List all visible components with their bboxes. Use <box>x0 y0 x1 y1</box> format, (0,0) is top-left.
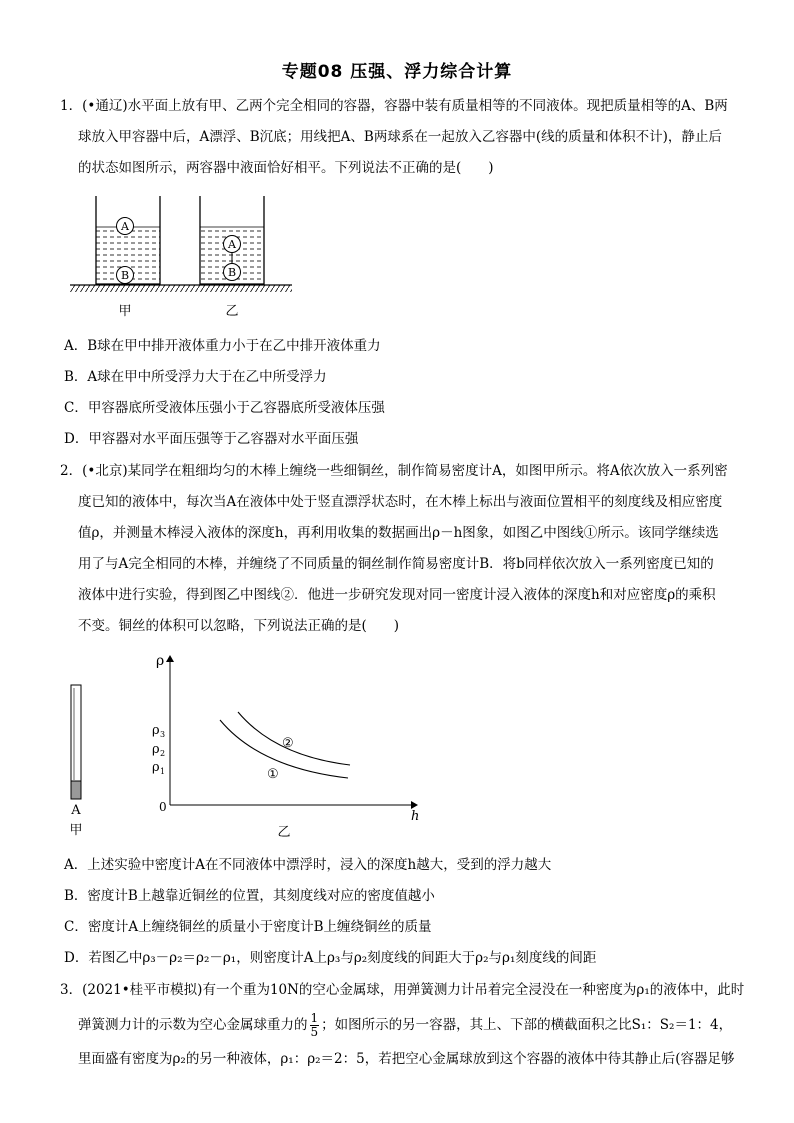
q2-line-5: 液体中进行实验，得到图乙中图线②．他进一步研究发现对同一密度计浸入液体的深度h和对应密度ρ的乘积 <box>78 587 716 603</box>
q2-line-3: 值ρ，并测量木棒浸入液体的深度h，再利用收集的数据画出ρ－h图象，如图乙中图线①所示。该同学继续选 <box>78 525 719 541</box>
svg-text:3: 3 <box>160 730 166 739</box>
curve-1-label: ① <box>267 767 279 782</box>
svg-text:ρ: ρ <box>152 760 160 775</box>
q2-line-6: 不变。铜丝的体积可以忽略，下列说法正确的是( ) <box>78 618 400 634</box>
fraction-one-fifth: $\frac{1}{5}$ <box>310 1011 319 1039</box>
curve-2 <box>238 712 350 765</box>
q3-line-2-post: ；如图所示的另一容器，其上、下部的横截面积之比S₁：S₂＝1：4， <box>321 1017 733 1033</box>
y-axis-label: ρ <box>156 653 165 669</box>
ground <box>70 285 292 292</box>
q1-line-3: 的状态如图所示，两容器中液面恰好相平。下列说法不正确的是( ) <box>78 160 494 176</box>
q2-option-c: C．密度计A上缠绕铜丝的质量小于密度计B上缠绕铜丝的质量 <box>64 919 432 935</box>
page-title: 专题08 压强、浮力综合计算 <box>281 62 513 82</box>
q1-line-1: 1．(•通辽)水平面上放有甲、乙两个完全相同的容器，容器中装有质量相等的不同液体。现把质量相等的A、B两 <box>60 98 728 114</box>
tick-rho1 <box>152 760 165 776</box>
q1-line-2: 球放入甲容器中后，A漂浮、B沉底；用线把A、B两球系在一起放入乙容器中(线的质量和体积不计)，静止后 <box>78 129 722 145</box>
copper-wire <box>71 781 81 799</box>
x-axis-label: h <box>411 809 420 824</box>
q2-line-2: 度已知的液体中，每次当A在液体中处于竖直漂浮状态时，在木棒上标出与液面位置相平的刻度线及相应密度 <box>78 494 723 510</box>
ball-a-yi <box>224 236 241 253</box>
q2-line-4: 用了与A完全相同的木棒，并缠绕了不同质量的铜丝制作简易密度计B．将b同样依次放入一系列密度已知的 <box>78 556 714 572</box>
ball-a-jia <box>117 218 134 235</box>
q2-line-1: 2．(•北京)某同学在粗细均匀的木棒上缠绕一些细铜丝，制作简易密度计A，如图甲所示。将A依次放入一系列密 <box>60 463 728 479</box>
q1-option-b: B．A球在甲中所受浮力大于在乙中所受浮力 <box>64 369 327 385</box>
ball-b-jia <box>117 267 134 284</box>
svg-text:A: A <box>121 220 129 233</box>
origin-label: 0 <box>159 800 167 814</box>
tick-rho2 <box>152 742 165 758</box>
densimeter-rod <box>71 685 81 799</box>
q2-figure <box>60 648 430 843</box>
curve-2-label: ② <box>282 736 294 751</box>
svg-text:ρ: ρ <box>152 742 160 757</box>
label-yi: 乙 <box>225 304 239 319</box>
q2-option-b: B．密度计B上越靠近铜丝的位置，其刻度线对应的密度值越小 <box>64 888 435 904</box>
svg-text:1: 1 <box>160 767 166 776</box>
label-yi-2: 乙 <box>277 825 291 840</box>
q3-line-2-pre: 弹簧测力计的示数为空心金属球重力的 <box>78 1017 308 1033</box>
ball-b-yi <box>224 264 241 281</box>
q1-option-c: C．甲容器底所受液体压强小于乙容器底所受液体压强 <box>64 400 385 416</box>
q1-option-d: D．甲容器对水平面压强等于乙容器对水平面压强 <box>64 431 359 447</box>
svg-text:B: B <box>227 266 237 279</box>
q1-option-a: A．B球在甲中排开液体重力小于在乙中排开液体重力 <box>64 338 381 354</box>
svg-text:A: A <box>228 238 236 251</box>
q2-option-a: A．上述实验中密度计A在不同液体中漂浮时，浸入的深度h越大，受到的浮力越大 <box>64 857 552 873</box>
q3-line-1: 3．(2021•桂平市模拟)有一个重为10N的空心金属球，用弹簧测力计吊着完全浸没在一种密度为ρ₁的液体中，此时 <box>60 982 745 998</box>
svg-text:ρ: ρ <box>152 723 160 738</box>
tick-rho3 <box>152 723 165 739</box>
q1-figure <box>68 192 298 322</box>
svg-text:2: 2 <box>160 749 166 758</box>
svg-text:B: B <box>120 269 130 282</box>
rod-label: A <box>71 803 81 818</box>
q3-line-3: 里面盛有密度为ρ₂的另一种液体，ρ₁：ρ₂＝2：5，若把空心金属球放到这个容器的液体中待其静止后(容器足够 <box>78 1051 735 1067</box>
q2-option-d: D．若图乙中ρ₃－ρ₂＝ρ₂－ρ₁，则密度计A上ρ₃与ρ₂刻度线的间距大于ρ₂与ρ₁刻度线的间距 <box>64 950 597 966</box>
label-jia-2: 甲 <box>69 823 83 838</box>
q3-line-2 <box>78 1008 778 1042</box>
label-jia: 甲 <box>118 304 132 319</box>
